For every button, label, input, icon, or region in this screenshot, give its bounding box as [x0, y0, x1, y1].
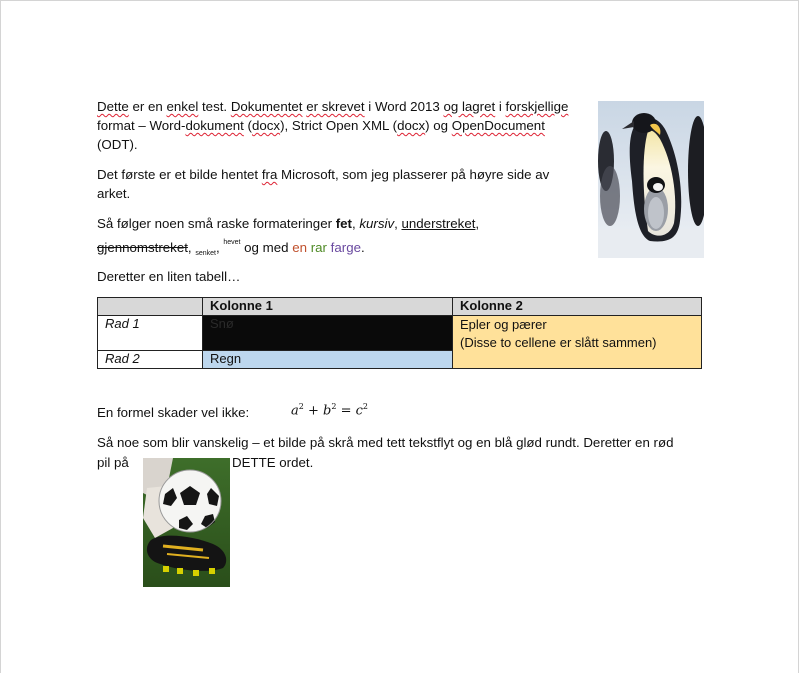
- strikethrough-text: gjennomstreket: [97, 240, 188, 255]
- table-header-cell[interactable]: Kolonne 2: [453, 298, 702, 316]
- word: (: [243, 118, 252, 133]
- word: forskjellige: [505, 99, 569, 114]
- equation[interactable]: [291, 402, 368, 418]
- word: ) og: [425, 118, 452, 133]
- equation-term: a: [291, 403, 299, 419]
- penguin-illustration: [598, 101, 704, 258]
- word: fra: [261, 167, 278, 182]
- paragraph-3-line-2: [97, 234, 365, 263]
- text: ,: [187, 240, 196, 255]
- operator: =: [336, 403, 356, 419]
- table-cell-merged[interactable]: [453, 316, 702, 369]
- underlined-text: understreket: [401, 216, 476, 231]
- operator: +: [303, 403, 324, 419]
- exponent: 2: [362, 402, 368, 411]
- word: i Word 2013: [364, 99, 444, 114]
- cell-line: (Disse to cellene er slått sammen): [460, 335, 657, 350]
- paragraph-3-line-1: [97, 215, 479, 233]
- football-image[interactable]: [143, 458, 230, 587]
- word: dokument: [185, 118, 244, 133]
- italic-text: kursiv: [359, 216, 395, 231]
- table-header-cell[interactable]: [98, 298, 203, 316]
- colored-text: farge: [330, 240, 361, 255]
- table-header-cell[interactable]: Kolonne 1: [203, 298, 453, 316]
- paragraph-2-line-1: [97, 166, 549, 184]
- football-illustration: [143, 458, 230, 587]
- paragraph-5-line-2a: pil på: [97, 455, 129, 470]
- text: ,: [394, 216, 402, 231]
- text: ,: [475, 216, 480, 231]
- text: ,: [351, 216, 360, 231]
- data-table: [97, 297, 702, 369]
- word: docx: [251, 118, 281, 133]
- word: i: [495, 99, 506, 114]
- word: format – Word-: [97, 118, 186, 133]
- text: ,: [215, 240, 220, 255]
- word: docx: [397, 118, 426, 133]
- table-cell-rain[interactable]: Regn: [203, 351, 453, 369]
- equation-term: c: [355, 403, 363, 419]
- superscript-text: hevet: [223, 239, 241, 246]
- text: og med: [240, 240, 293, 255]
- row-label[interactable]: Rad 2: [98, 351, 203, 369]
- table-row: [98, 316, 702, 351]
- table-cell-snow[interactable]: Snø: [203, 316, 453, 351]
- text: Microsoft, som jeg plasserer på høyre side av: [277, 167, 550, 182]
- penguin-image[interactable]: [598, 101, 704, 258]
- word: og lagret: [443, 99, 496, 114]
- word: Dette: [97, 99, 129, 114]
- exponent: 2: [331, 402, 337, 411]
- cell-line: Epler og pærer: [460, 317, 547, 332]
- table-header-row: [98, 298, 702, 316]
- paragraph-4: Deretter en liten tabell…: [97, 269, 241, 284]
- paragraph-5-line-1: Så noe som blir vanskelig – et bilde på skrå med tett tekstflyt og en blå glød rundt. Deretter en rød: [97, 435, 674, 450]
- colored-text: en: [292, 240, 311, 255]
- word: er skrevet: [306, 99, 365, 114]
- word: er en: [128, 99, 167, 114]
- word: Dokumentet: [230, 99, 303, 114]
- word: OpenDocument: [451, 118, 545, 133]
- paragraph-1-line-1: [97, 98, 568, 116]
- row-label[interactable]: Rad 1: [98, 316, 203, 351]
- paragraph-1-line-2: [97, 117, 545, 135]
- paragraph-1-line-3: (ODT).: [97, 137, 138, 152]
- word: enkel: [166, 99, 199, 114]
- word: test.: [198, 99, 231, 114]
- paragraph-2-line-2: arket.: [97, 186, 131, 201]
- bold-text: fet: [335, 216, 352, 231]
- text: Så følger noen små raske formateringer: [97, 216, 336, 231]
- colored-text: rar: [310, 240, 331, 255]
- exponent: 2: [298, 402, 304, 411]
- subscript-text: senket: [195, 250, 216, 257]
- text: Det første er et bilde hentet: [97, 167, 262, 182]
- equation-term: b: [323, 403, 332, 419]
- text: .: [360, 240, 365, 255]
- paragraph-5-line-2b: DETTE ordet.: [232, 455, 314, 470]
- formula-label: En formel skader vel ikke:: [97, 405, 250, 420]
- word: ), Strict Open XML (: [280, 118, 398, 133]
